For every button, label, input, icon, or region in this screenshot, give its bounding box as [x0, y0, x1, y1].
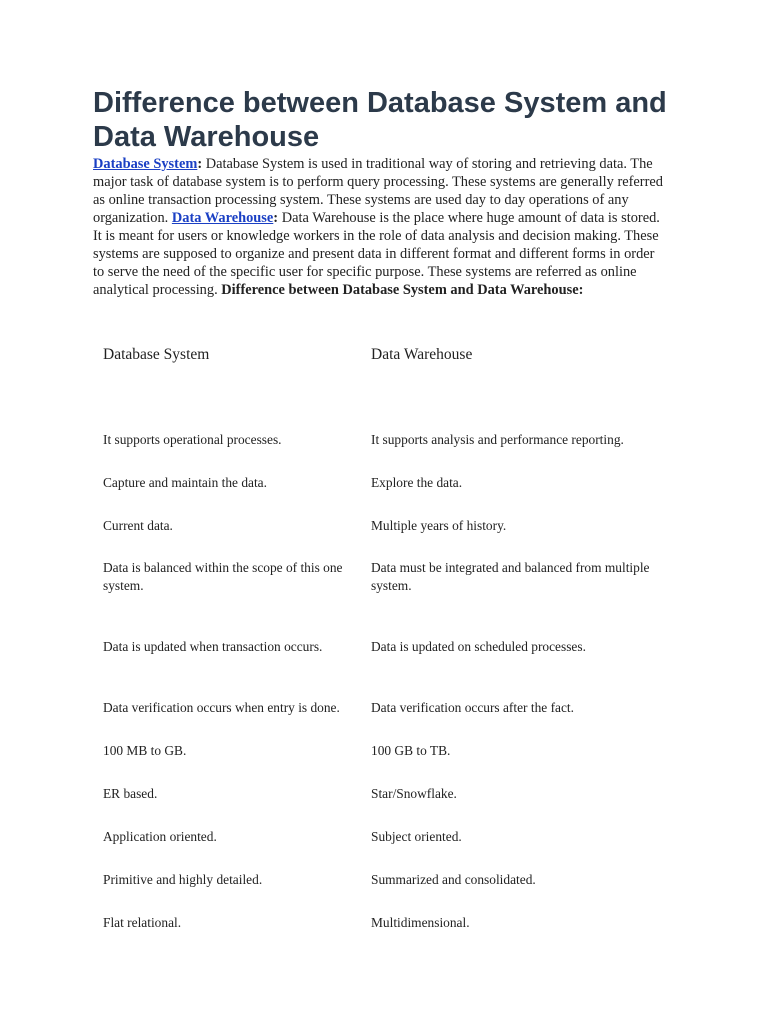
db-cell: Capture and maintain the data.	[103, 474, 267, 490]
database-system-link[interactable]: Database System	[93, 156, 198, 172]
db-cell: Current data.	[103, 517, 173, 533]
dw-cell: Data is updated on scheduled processes.	[371, 638, 586, 654]
dw-cell: Multidimensional.	[371, 914, 470, 930]
table-header-row	[93, 340, 673, 370]
dw-description: Data Warehouse is the place where huge amount of data is stored. It is meant for users or knowledge workers in the role of data analysis and decision making. These systems are supposed to organize and present data in different format and different forms in order to serve the need of the specific user for specific purpose. These systems are referred as online analytical processing.	[93, 210, 660, 298]
table-row	[93, 809, 673, 852]
dw-cell: Star/Snowflake.	[371, 785, 457, 801]
table-row	[93, 662, 673, 723]
table-row	[93, 541, 673, 601]
dw-cell: Summarized and consolidated.	[371, 871, 536, 887]
db-cell: Application oriented.	[103, 828, 217, 844]
db-cell: Data is updated when transaction occurs.	[103, 638, 323, 654]
intro-paragraph	[93, 155, 667, 299]
db-cell: 100 MB to GB.	[103, 742, 187, 758]
table-row	[93, 455, 673, 498]
dw-cell: Explore the data.	[371, 474, 463, 490]
db-cell: Data is balanced within the scope of this one system.	[103, 560, 343, 593]
data-warehouse-link[interactable]: Data Warehouse	[171, 210, 274, 226]
db-cell: Data verification occurs when entry is done.	[103, 699, 340, 715]
dw-colon: :	[273, 210, 279, 226]
db-cell: Primitive and highly detailed.	[103, 871, 263, 887]
table-row	[93, 723, 673, 766]
dw-cell: Multiple years of history.	[371, 517, 507, 533]
dw-cell: Subject oriented.	[371, 828, 462, 844]
table-row	[93, 895, 673, 938]
db-cell: Flat relational.	[103, 914, 182, 930]
dw-cell: It supports analysis and performance reporting.	[371, 431, 624, 447]
dw-cell: 100 GB to TB.	[371, 742, 451, 758]
db-colon: :	[197, 156, 203, 172]
table-row	[93, 601, 673, 662]
dw-cell: Data verification occurs after the fact.	[371, 699, 574, 715]
table-row	[93, 852, 673, 895]
dw-cell: Data must be integrated and balanced from multiple system.	[371, 560, 650, 593]
db-description: Database System is used in traditional way of storing and retrieving data. The major task of database system is to perform query processing. These systems are generally referred as online transaction processing system. These systems are used day to day operations of any organization.	[93, 156, 663, 226]
header-data-warehouse: Data Warehouse	[371, 346, 473, 364]
table-row	[93, 498, 673, 541]
db-cell: ER based.	[103, 785, 158, 801]
table-row	[93, 766, 673, 809]
page-title: Difference between Database System and Data Warehouse	[93, 87, 667, 153]
db-cell: It supports operational processes.	[103, 431, 282, 447]
header-database-system: Database System	[103, 346, 210, 364]
difference-heading: Difference between Database System and Data Warehouse:	[221, 282, 584, 298]
comparison-table	[93, 340, 673, 938]
table-row	[93, 370, 673, 455]
